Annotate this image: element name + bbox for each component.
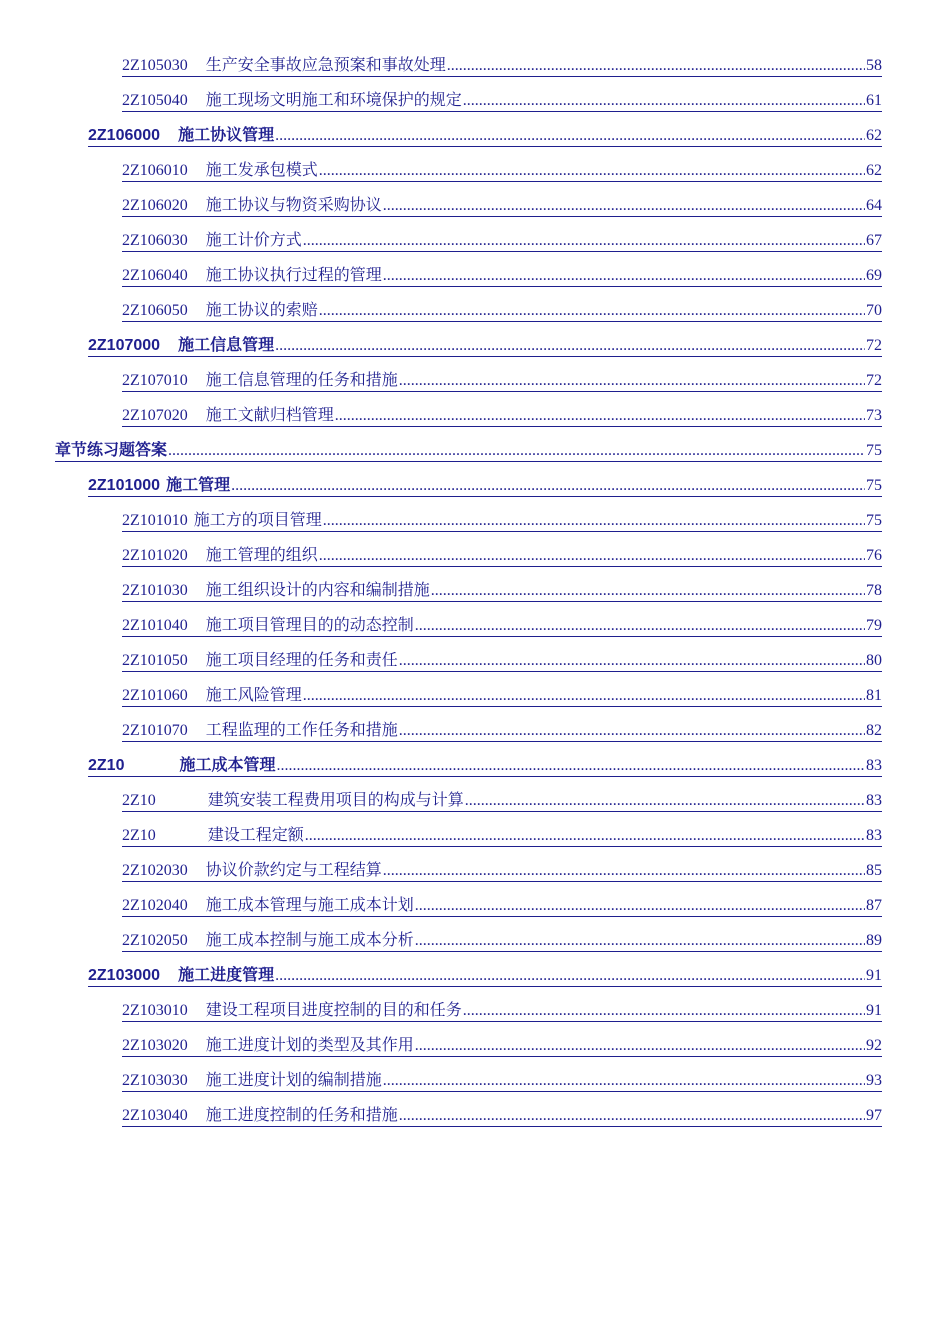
toc-entry[interactable] [0,987,950,1022]
section-code: 2Z107010 [122,372,188,389]
page-number: 81 [866,687,882,704]
toc-entry[interactable] [0,392,950,427]
dot-leader [303,687,865,705]
toc-entry[interactable] [0,287,950,322]
section-title: 施工协议的索赔 [205,302,318,319]
section-code: 2Z103020 [122,1037,188,1054]
toc-entry-line [122,717,882,742]
dot-leader [399,1107,865,1125]
toc-entry-line [122,1032,882,1057]
page-number: 61 [866,92,882,109]
toc-entry[interactable] [0,427,950,462]
section-code: 2Z101070 [122,722,188,739]
section-title: 施工成本管理 [179,757,276,774]
page-number: 83 [866,792,882,809]
section-title: 施工计价方式 [205,232,302,249]
section-code: 2Z103010 [122,1002,188,1019]
page-number: 67 [866,232,882,249]
toc-entry-line [122,1067,882,1092]
toc-entry[interactable] [0,882,950,917]
toc-entry-line [88,332,882,357]
section-title: 施工管理 [166,477,231,494]
page-number: 72 [866,372,882,389]
toc-entry[interactable] [0,812,950,847]
section-code: 2Z105040 [122,92,188,109]
dot-leader [463,1002,865,1020]
section-code: 2Z106030 [122,232,188,249]
section-title: 施工方的项目管理 [193,512,322,529]
toc-entry[interactable] [0,742,950,777]
section-code: 2Z103030 [122,1072,188,1089]
section-code: 2Z107000 [88,337,161,354]
section-code: 2Z103040 [122,1107,188,1124]
toc-entry[interactable] [0,42,950,77]
toc-entry[interactable] [0,182,950,217]
dot-leader [305,827,865,845]
page-number: 87 [866,897,882,914]
page-number: 76 [866,547,882,564]
dot-leader [323,512,865,530]
toc-entry-line [122,192,882,217]
dot-leader [415,1037,865,1055]
dot-leader [399,722,865,740]
section-code: 2Z106020 [122,197,188,214]
toc-entry-line [88,122,882,147]
toc-entry[interactable] [0,532,950,567]
toc-entry[interactable] [0,917,950,952]
section-code: 2Z106050 [122,302,188,319]
dot-leader [231,477,865,495]
toc-entry[interactable] [0,567,950,602]
toc-entry[interactable] [0,602,950,637]
dot-leader [383,862,865,880]
dot-leader [465,792,865,810]
section-code: 2Z106010 [122,162,188,179]
dot-leader [383,267,865,285]
page-number: 62 [866,162,882,179]
section-code: 2Z10 [88,757,125,774]
dot-leader [447,57,865,75]
page-number: 91 [866,967,882,984]
dot-leader [431,582,865,600]
dot-leader [319,302,865,320]
toc-entry-line [122,997,882,1022]
dot-leader [415,897,865,915]
section-code: 2Z101050 [122,652,188,669]
page-number: 91 [866,1002,882,1019]
toc-entry[interactable] [0,77,950,112]
section-title: 施工风险管理 [205,687,302,704]
toc-entry[interactable] [0,672,950,707]
toc-entry-line [122,87,882,112]
section-code: 2Z101020 [122,547,188,564]
section-code: 2Z103000 [88,967,161,984]
toc-entry[interactable] [0,462,950,497]
dot-leader [319,547,865,565]
toc-entry-line [122,647,882,672]
toc-entry[interactable] [0,777,950,812]
page-number: 64 [866,197,882,214]
page-number: 58 [866,57,882,74]
page-number: 78 [866,582,882,599]
section-title: 施工项目管理目的的动态控制 [205,617,414,634]
section-title: 施工信息管理的任务和措施 [205,372,398,389]
toc-entry-line [122,927,882,952]
section-title: 建设工程项目进度控制的目的和任务 [205,1002,462,1019]
dot-leader [415,617,865,635]
section-code: 2Z102050 [122,932,188,949]
dot-leader [399,372,865,390]
dot-leader [415,932,865,950]
page-number: 62 [866,127,882,144]
toc-entry-line [122,297,882,322]
toc-entry[interactable] [0,637,950,672]
toc-entry-line [122,262,882,287]
section-code: 2Z10 [122,792,156,809]
toc-entry-line [122,892,882,917]
toc-entry[interactable] [0,357,950,392]
dot-leader [319,162,865,180]
section-code: 2Z106040 [122,267,188,284]
section-title: 施工进度管理 [178,967,275,984]
section-title: 建筑安装工程费用项目的构成与计算 [207,792,464,809]
section-title: 施工协议管理 [178,127,275,144]
page-number: 73 [866,407,882,424]
page-number: 92 [866,1037,882,1054]
toc-entry-line [122,542,882,567]
dot-leader [303,232,865,250]
section-title: 施工进度控制的任务和措施 [205,1107,398,1124]
page-number: 85 [866,862,882,879]
toc-entry[interactable] [0,147,950,182]
section-title: 施工发承包模式 [205,162,318,179]
dot-leader [383,197,865,215]
dot-leader [168,442,865,460]
dot-leader [383,1072,865,1090]
section-title: 施工进度计划的类型及其作用 [205,1037,414,1054]
page-number: 75 [866,442,882,459]
page-number: 89 [866,932,882,949]
section-title: 生产安全事故应急预案和事故处理 [205,57,446,74]
dot-leader [275,967,865,985]
toc-entry[interactable] [0,252,950,287]
section-title: 施工协议执行过程的管理 [205,267,382,284]
toc-entry-line [122,577,882,602]
page-number: 83 [866,827,882,844]
page-number: 93 [866,1072,882,1089]
page-number: 72 [866,337,882,354]
toc-entry[interactable] [0,1022,950,1057]
section-title: 建设工程定额 [207,827,304,844]
dot-leader [335,407,865,425]
toc-entry[interactable] [0,217,950,252]
toc-entry[interactable] [0,1057,950,1092]
section-code: 2Z102030 [122,862,188,879]
section-title: 施工进度计划的编制措施 [205,1072,382,1089]
toc-entry[interactable] [0,707,950,742]
page-number: 82 [866,722,882,739]
toc-entry-line [122,1102,882,1127]
page-number: 69 [866,267,882,284]
section-title: 施工现场文明施工和环境保护的规定 [205,92,462,109]
toc-entry[interactable] [0,112,950,147]
toc-entry-line [88,752,882,777]
dot-leader [276,757,865,775]
toc-entry[interactable] [0,1092,950,1127]
toc-entry-line [122,367,882,392]
section-title: 协议价款约定与工程结算 [205,862,382,879]
section-code: 2Z106000 [88,127,161,144]
dot-leader [463,92,865,110]
page-number: 70 [866,302,882,319]
toc-entry[interactable] [0,952,950,987]
section-code: 2Z101000 [88,477,161,494]
toc-entry-line [122,402,882,427]
dot-leader [275,337,865,355]
section-title: 施工成本控制与施工成本分析 [205,932,414,949]
toc-entry-line [122,52,882,77]
toc-entry-line [122,857,882,882]
section-code: 2Z101060 [122,687,188,704]
toc-entry-line [88,962,882,987]
page-number: 97 [866,1107,882,1124]
section-code: 2Z101040 [122,617,188,634]
toc-entry[interactable] [0,497,950,532]
section-title: 施工成本管理与施工成本计划 [205,897,414,914]
section-title: 施工管理的组织 [205,547,318,564]
section-title: 工程监理的工作任务和措施 [205,722,398,739]
page-number: 83 [866,757,882,774]
page-number: 75 [866,477,882,494]
toc-entry-line [122,822,882,847]
toc-entry-line [122,787,882,812]
toc-entry-line [122,227,882,252]
page-number: 79 [866,617,882,634]
section-title: 施工文献归档管理 [205,407,334,424]
table-of-contents [0,42,950,1127]
section-title: 施工协议与物资采购协议 [205,197,382,214]
toc-entry-line [55,437,882,462]
section-code: 2Z107020 [122,407,188,424]
section-code: 2Z105030 [122,57,188,74]
section-code: 2Z101010 [122,512,188,529]
toc-entry-line [88,472,882,497]
section-code: 2Z101030 [122,582,188,599]
toc-entry[interactable] [0,322,950,357]
page-number: 80 [866,652,882,669]
toc-entry-line [122,682,882,707]
section-title: 施工信息管理 [178,337,275,354]
section-code: 2Z10 [122,827,156,844]
toc-entry-line [122,612,882,637]
dot-leader [275,127,865,145]
toc-entry[interactable] [0,847,950,882]
page-number: 75 [866,512,882,529]
toc-entry-line [122,507,882,532]
section-code: 2Z102040 [122,897,188,914]
section-title: 章节练习题答案 [55,440,168,459]
section-title: 施工项目经理的任务和责任 [205,652,398,669]
toc-entry-line [122,157,882,182]
dot-leader [399,652,865,670]
section-title: 施工组织设计的内容和编制措施 [205,582,430,599]
